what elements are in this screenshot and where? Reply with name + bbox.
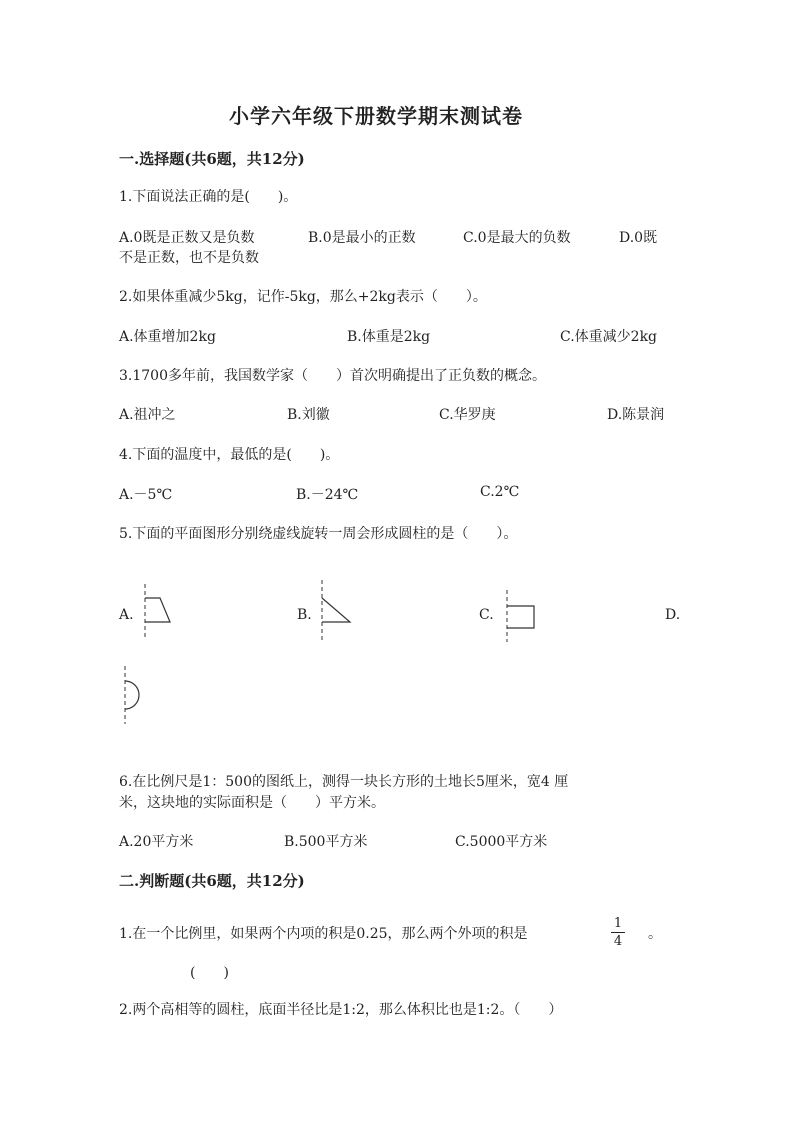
q6-option-a: A.20平方米 — [119, 834, 194, 850]
q5-option-c: C. — [479, 607, 494, 623]
q6-option-c: C.5000平方米 — [455, 834, 548, 850]
q4-option-c: C.2℃ — [480, 484, 520, 500]
q4-option-b: B.－24℃ — [296, 487, 359, 503]
judge-2-stem: 2.两个高相等的圆柱，底面半径比是1:2，那么体积比也是1:2。（ ） — [119, 1002, 563, 1018]
judge-1-blank: ( ) — [190, 965, 229, 981]
q6-option-b: B.500平方米 — [284, 834, 368, 850]
q1-option-b: B.0是最小的正数 — [308, 230, 416, 246]
question-6-stem: 6.在比例尺是1：500的图纸上，测得一块长方形的土地长5厘米，宽4 厘 — [119, 774, 569, 790]
question-5-stem: 5.下面的平面图形分别绕虚线旋转一周会形成圆柱的是（ ）。 — [119, 526, 518, 542]
section-2-heading: 二.判断题(共6题，共12分) — [119, 872, 305, 890]
q5-option-d: D. — [665, 607, 681, 623]
judge-1-stem: 1.在一个比例里，如果两个内项的积是0.25，那么两个外项的积是 — [119, 926, 528, 942]
question-6-stem-wrap: 米，这块地的实际面积是（ ）平方米。 — [119, 795, 385, 811]
q1-option-a: A.0既是正数又是负数 — [119, 230, 255, 246]
semicircle-figure — [118, 664, 148, 726]
fraction-denominator: 4 — [613, 934, 623, 949]
q2-option-c: C.体重减少2kg — [560, 329, 658, 345]
q5-option-b: B. — [297, 607, 312, 623]
q3-option-a: A.祖冲之 — [119, 407, 176, 423]
rectangle-figure — [500, 588, 540, 644]
q1-option-c: C.0是最大的负数 — [463, 230, 571, 246]
question-3-stem: 3.1700多年前，我国数学家（ ）首次明确提出了正负数的概念。 — [119, 368, 546, 384]
q1-option-d: D.0既 — [619, 230, 658, 246]
q3-option-c: C.华罗庚 — [439, 407, 496, 423]
triangle-figure — [315, 578, 360, 644]
q4-option-a: A.－5℃ — [119, 487, 173, 503]
fraction-numerator: 1 — [613, 916, 623, 931]
question-2-stem: 2.如果体重减少5kg，记作-5kg，那么+2kg表示（ ）。 — [119, 289, 487, 305]
page-title: 小学六年级下册数学期末测试卷 — [229, 104, 523, 128]
fraction-one-quarter — [611, 916, 625, 949]
q1-option-d-wrap: 不是正数，也不是负数 — [119, 250, 259, 266]
trapezoid-figure — [138, 582, 178, 642]
q3-option-d: D.陈景润 — [607, 407, 665, 423]
judge-1-tail: 。 — [648, 926, 662, 942]
q5-option-a: A. — [119, 607, 134, 623]
q2-option-b: B.体重是2kg — [347, 329, 431, 345]
q2-option-a: A.体重增加2kg — [119, 329, 216, 345]
question-4-stem: 4.下面的温度中，最低的是( )。 — [119, 447, 340, 463]
section-1-heading: 一.选择题(共6题，共12分) — [119, 150, 305, 168]
question-1-stem: 1.下面说法正确的是( )。 — [119, 189, 298, 205]
q3-option-b: B.刘徽 — [287, 407, 330, 423]
